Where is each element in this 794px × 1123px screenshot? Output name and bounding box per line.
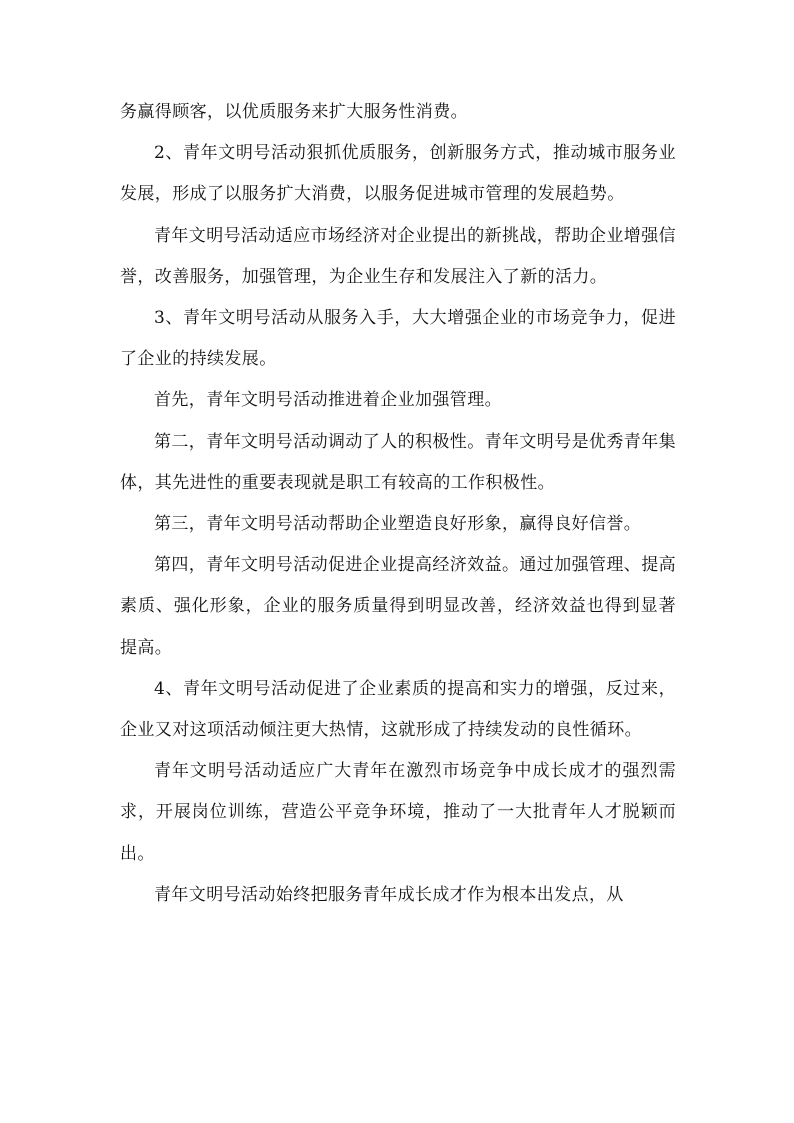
paragraph-continuation: 务赢得顾客，以优质服务来扩大服务性消费。 bbox=[120, 102, 468, 122]
paragraph-point-3: 3、青年文明号活动从服务入手，大大增强企业的市场竞争力，促进了企业的持续发展。 bbox=[120, 308, 676, 370]
paragraph-fourth: 第四，青年文明号活动促进企业提高经济效益。通过加强管理、提高素质、强化形象，企业的服务质量得到明显改善，经济效益也得到显著提高。 bbox=[120, 555, 676, 658]
paragraph-point-2: 2、青年文明号活动狠抓优质服务，创新服务方式，推动城市服务业发展，形成了以服务扩大消费，以服务促进城市管理的发展趋势。 bbox=[120, 143, 676, 205]
paragraph-youth-growth: 青年文明号活动始终把服务青年成长成才作为根本出发点，从 bbox=[154, 884, 624, 905]
paragraph-youth-talent: 青年文明号活动适应广大青年在激烈市场竞争中成长成才的强烈需求，开展岗位训练，营造公平竞争环境，推动了一大批青年人才脱颖而出。 bbox=[120, 761, 676, 864]
paragraph-point-4: 4、青年文明号活动促进了企业素质的提高和实力的增强，反过来，企业又对这项活动倾注更大热情，这就形成了持续发动的良性循环。 bbox=[120, 678, 676, 741]
paragraph-enterprise-challenge: 青年文明号活动适应市场经济对企业提出的新挑战，帮助企业增强信誉，改善服务，加强管理，为企业生存和发展注入了新的活力。 bbox=[120, 225, 676, 287]
paragraph-first: 首先，青年文明号活动推进着企业加强管理。 bbox=[154, 390, 502, 411]
paragraph-third: 第三，青年文明号活动帮助企业塑造良好形象，赢得良好信誉。 bbox=[154, 514, 642, 535]
document-body bbox=[120, 92, 676, 916]
paragraph-second: 第二，青年文明号活动调动了人的积极性。青年文明号是优秀青年集体，其先进性的重要表现就是职工有较高的工作积极性。 bbox=[120, 431, 676, 493]
